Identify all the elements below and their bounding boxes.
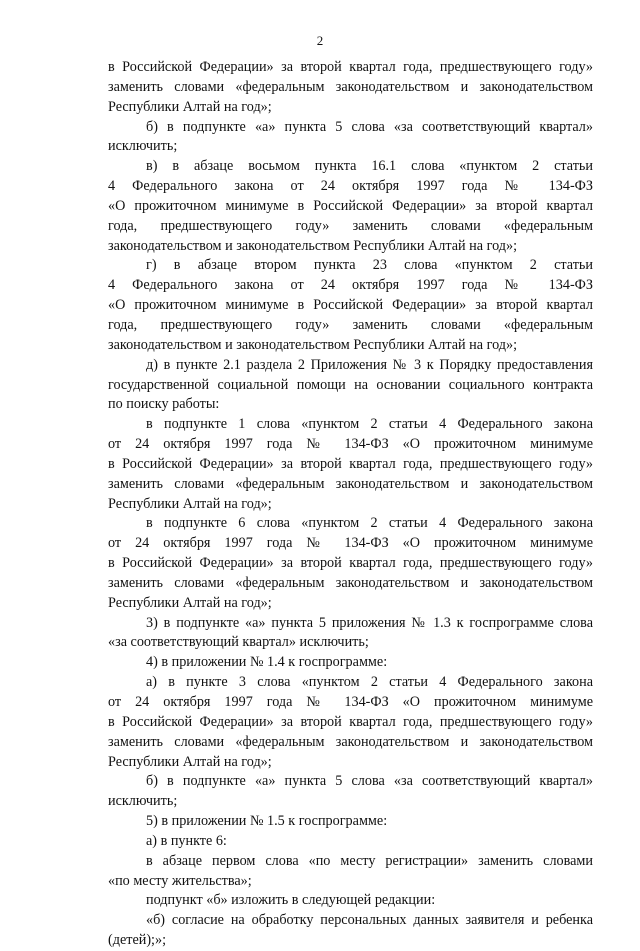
text-line: в абзаце первом слова «по месту регистрации» заменить словами (146, 852, 593, 869)
text-line: от 24 октября 1997 года № 134-ФЗ «О прожиточном минимуме (108, 694, 593, 710)
text-line: в Российской Федерации» за второй квартал года, предшествующего году» (108, 59, 593, 75)
text-line: в подпункте 1 слова «пунктом 2 статьи 4 Федерального закона (146, 416, 593, 433)
text-line: подпункт «б» изложить в следующей редакции: (146, 892, 436, 909)
text-line: исключить; (108, 138, 178, 155)
text-line: заменить словами «федеральным законодательством и законодательством (108, 574, 593, 591)
text-line: заменить словами «федеральным законодательством и законодательством (108, 733, 593, 750)
text-line: «О прожиточном минимуме в Российской Федерации» за второй квартал (108, 197, 593, 214)
text-line: а) в пункте 6: (146, 832, 227, 849)
text-line: д) в пункте 2.1 раздела 2 Приложения № 3 к Порядку предоставления (146, 356, 593, 373)
text-line: «б) согласие на обработку персональных данных заявителя и ребенка (146, 912, 593, 929)
text-line: года, предшествующего году» заменить словами «федеральным (108, 217, 593, 234)
text-line: в Российской Федерации» за второй квартал года, предшествующего году» (108, 555, 593, 572)
text-line: 4 Федерального закона от 24 октября 1997 года № 134-ФЗ (108, 178, 593, 195)
text-line: от 24 октября 1997 года № 134-ФЗ «О прожиточном минимуме (108, 535, 593, 552)
text-line: в подпункте 6 слова «пунктом 2 статьи 4 Федерального закона (146, 515, 593, 532)
document-body (108, 58, 593, 951)
text-line: г) в абзаце втором пункта 23 слова «пунктом 2 статьи (146, 257, 593, 274)
text-line: заменить словами «федеральным законодательством и законодательством (108, 475, 593, 492)
text-line: б) в подпункте «а» пункта 5 слова «за соответствующий квартал» (146, 773, 593, 790)
text-line: Республики Алтай на год»; (108, 495, 272, 512)
text-line: «по месту жительства»; (108, 872, 252, 889)
text-line: в) в абзаце восьмом пункта 16.1 слова «пунктом 2 статьи (146, 158, 593, 175)
text-line: 4) в приложении № 1.4 к госпрограмме: (146, 654, 388, 671)
text-line: законодательством и законодательством Республики Алтай на год»; (108, 237, 518, 254)
text-line: (детей);»; (108, 932, 167, 949)
text-line: заменить словами «федеральным законодательством и законодательством (108, 78, 593, 95)
text-line: Республики Алтай на год»; (108, 753, 272, 770)
text-line: а) в пункте 3 слова «пунктом 2 статьи 4 Федерального закона (146, 674, 593, 691)
text-line: года, предшествующего году» заменить словами «федеральным (108, 316, 593, 333)
text-line: в Российской Федерации» за второй квартал года, предшествующего году» (108, 713, 593, 730)
text-line: 5) в приложении № 1.5 к госпрограмме: (146, 813, 388, 830)
text-line: в Российской Федерации» за второй квартал года, предшествующего году» (108, 455, 593, 472)
text-line: Республики Алтай на год»; (108, 98, 272, 115)
text-line: Республики Алтай на год»; (108, 594, 272, 611)
text-line: от 24 октября 1997 года № 134-ФЗ «О прожиточном минимуме (108, 436, 593, 453)
text-line: б) в подпункте «а» пункта 5 слова «за соответствующий квартал» (146, 118, 593, 135)
text-line: «О прожиточном минимуме в Российской Федерации» за второй квартал (108, 297, 593, 314)
text-line: 4 Федерального закона от 24 октября 1997 года № 134-ФЗ (108, 277, 593, 294)
text-line: исключить; (108, 793, 178, 810)
text-line: по поиску работы: (108, 396, 220, 413)
text-line: «за соответствующий квартал» исключить; (108, 634, 369, 651)
text-line: государственной социальной помощи на основании социального контракта (108, 376, 593, 393)
text-line: законодательством и законодательством Республики Алтай на год»; (108, 336, 518, 353)
page-number: 2 (316, 33, 324, 48)
text-line: 3) в подпункте «а» пункта 5 приложения № 1.3 к госпрограмме слова (146, 614, 593, 631)
